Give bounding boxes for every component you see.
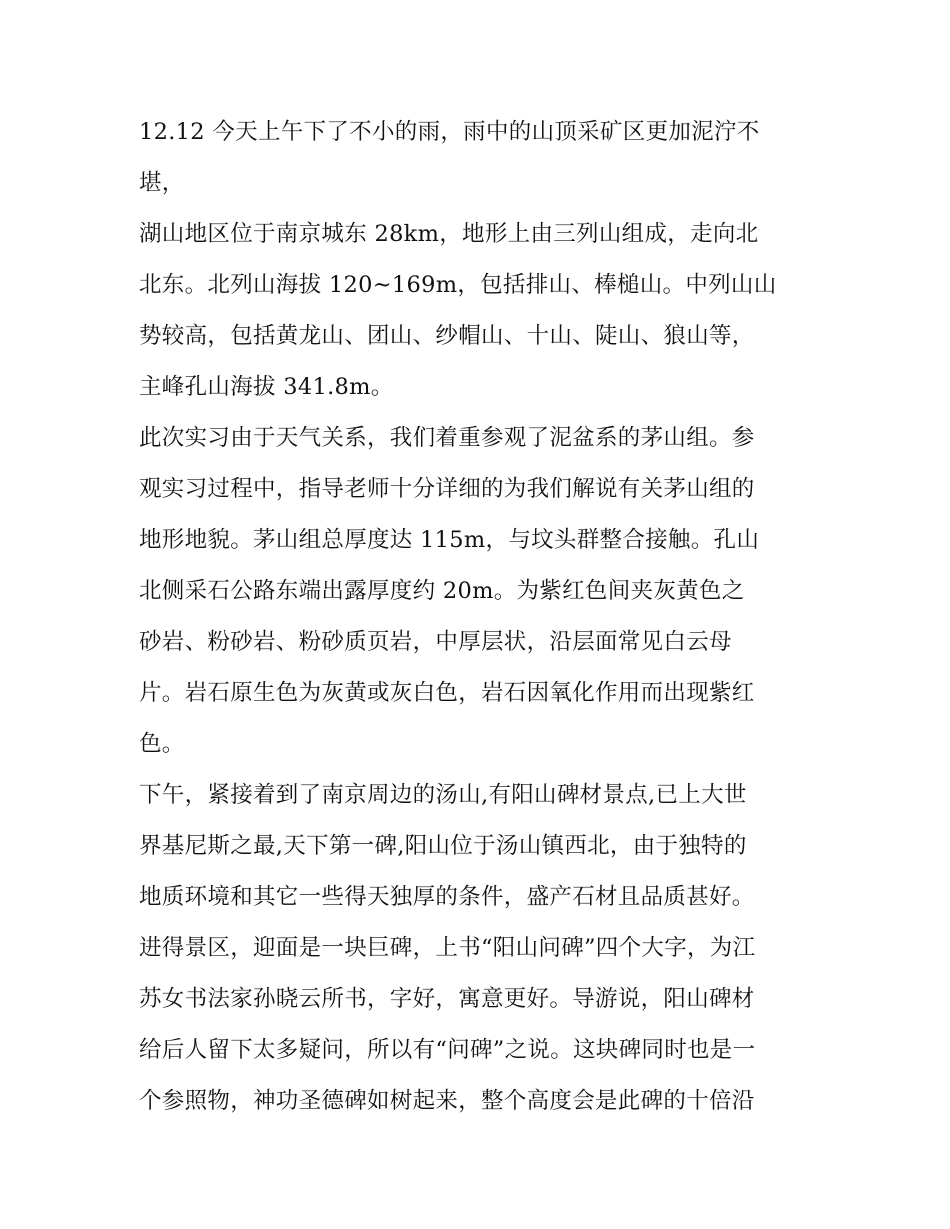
- text-line: 苏女书法家孙晓云所书，字好，寓意更好。导游说，阳山碑材: [139, 986, 755, 1012]
- text-line: 色。: [139, 731, 185, 757]
- text-line: 势较高，包括黄龙山、团山、纱帽山、十山、陡山、狼山等，: [139, 323, 755, 349]
- text-line: 主峰孔山海拔 341.8m。: [139, 374, 394, 400]
- text-line: 给后人留下太多疑问，所以有“问碑”之说。这块碑同时也是一: [139, 1037, 756, 1063]
- text-line: 湖山地区位于南京城东 28km，地形上由三列山组成，走向北: [139, 221, 759, 247]
- text-line: 观实习过程中，指导老师十分详细的为我们解说有关茅山组的: [139, 476, 755, 502]
- text-line: 北侧采石公路东端出露厚度约 20m。为紫红色间夹灰黄色之: [139, 578, 745, 604]
- text-line: 进得景区，迎面是一块巨碑，上书“阳山问碑”四个大字，为江: [139, 935, 756, 961]
- text-line: 12.12 今天上午下了不小的雨，雨中的山顶采矿区更加泥泞不: [139, 119, 760, 145]
- text-line: 个参照物，神功圣德碑如树起来，整个高度会是此碑的十倍沿: [139, 1088, 755, 1114]
- body-text: [139, 107, 819, 1127]
- text-line: 下午，紧接着到了南京周边的汤山,有阳山碑材景点,已上大世: [139, 782, 747, 808]
- text-line: 堪，: [139, 170, 185, 196]
- text-line: 此次实习由于天气关系，我们着重参观了泥盆系的茅山组。参: [139, 425, 755, 451]
- text-line: 界基尼斯之最,天下第一碑,阳山位于汤山镇西北，由于独特的: [139, 833, 747, 859]
- text-line: 北东。北列山海拔 120~169m，包括排山、棒槌山。中列山山: [139, 272, 777, 298]
- text-line: 地形地貌。茅山组总厚度达 115m，与坟头群整合接触。孔山: [139, 527, 760, 553]
- text-line: 砂岩、粉砂岩、粉砂质页岩，中厚层状，沿层面常见白云母: [139, 629, 732, 655]
- text-line: 地质环境和其它一些得天独厚的条件，盛产石材且品质甚好。: [139, 884, 755, 910]
- text-line: 片。岩石原生色为灰黄或灰白色，岩石因氧化作用而出现紫红: [139, 680, 755, 706]
